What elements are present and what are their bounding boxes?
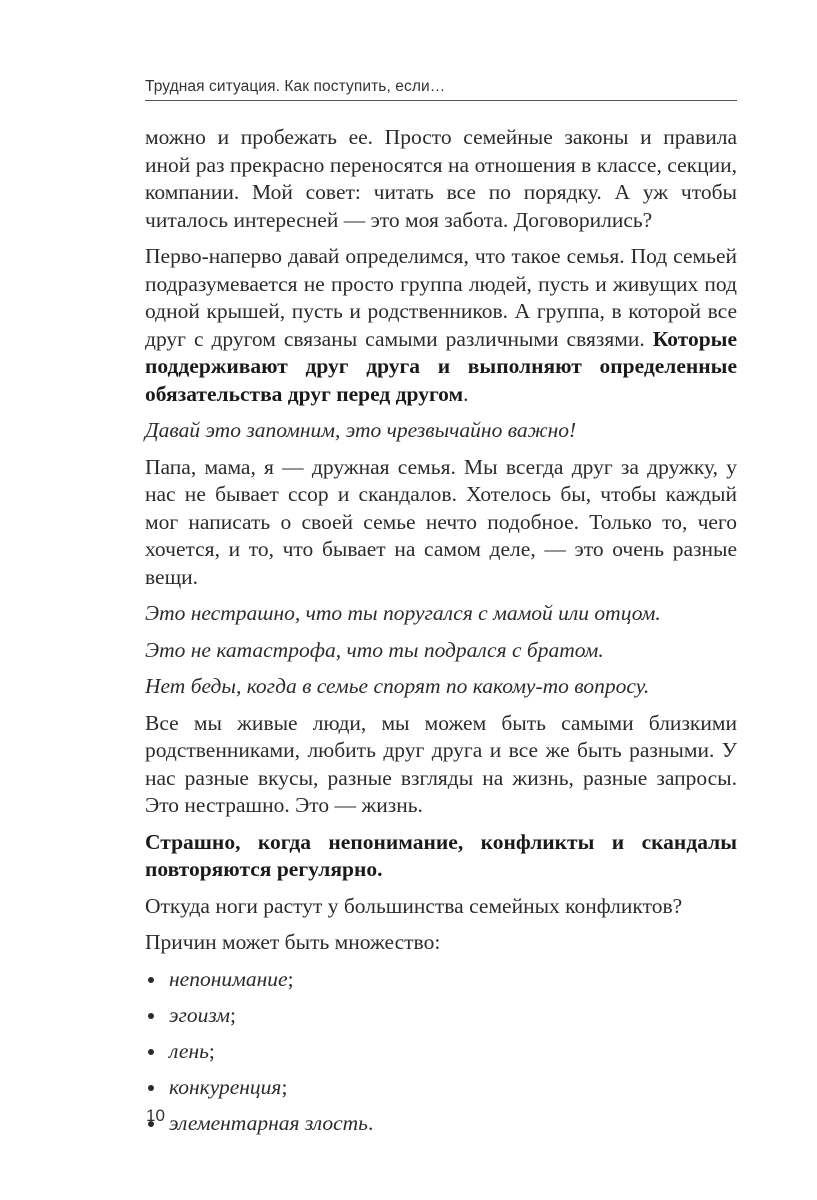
list-item-text: конкуренция <box>169 1074 282 1099</box>
paragraph-text: . <box>463 381 469 406</box>
bold-statement <box>145 829 737 884</box>
bullet-icon <box>148 1013 154 1019</box>
list-item-text: эгоизм <box>169 1002 230 1027</box>
paragraph-text: Перво-наперво давай определимся, что такое семья. Под семьей подразумевается не просто группа людей, пусть и живущих под одной крышей, пусть и родственников. А группа, в которой все друг с другом связаны самыми различными связями. <box>145 244 737 351</box>
causes-list <box>145 966 737 1138</box>
running-head-title: Трудная ситуация. Как поступить, если… <box>145 78 446 95</box>
paragraph: Откуда ноги растут у большинства семейных конфликтов? <box>145 893 683 918</box>
running-head <box>145 78 737 101</box>
list-item-punct: ; <box>287 966 294 991</box>
bullet-icon <box>148 1085 154 1091</box>
list-item-text: элементарная злость <box>169 1110 368 1135</box>
italic-remark: Это нестрашно, что ты поругался с мамой или отцом. <box>145 601 661 625</box>
paragraph: можно и пробежать ее. Просто семейные законы и правила иной раз прекрасно переносятся на отношения в классе, секции, компании. Мой совет: читать все по порядку. А уж чтобы читалось интересней — это моя забота. Договорились? <box>145 125 737 232</box>
italic-remark: Давай это запомним, это чрезвычайно важно! <box>145 418 577 442</box>
list-item <box>145 966 737 994</box>
emphasis-bold: Страшно, когда непонимание, конфликты и скандалы повторяются регулярно. <box>145 829 737 881</box>
list-item <box>145 1074 737 1102</box>
italic-remark: Нет беды, когда в семье спорят по какому-то вопросу. <box>145 674 650 698</box>
paragraph: Все мы живые люди, мы можем быть самыми близкими родственниками, любить друг друга и все же быть разными. У нас разные вкусы, разные взгляды на жизнь, разные запросы. Это нестрашно. Это — жизнь. <box>145 710 737 817</box>
list-item <box>145 1002 737 1030</box>
emphasis-bold: Которые поддерживают друг друга и выполняют определенные обязательства друг перед другом <box>145 326 737 406</box>
bullet-icon <box>148 1049 154 1055</box>
list-item <box>145 1038 737 1066</box>
paragraph: Причин может быть множество: <box>145 930 441 954</box>
list-item-text: непонимание <box>169 966 288 991</box>
page-number: 10 <box>146 1106 165 1125</box>
italic-remark: Это не катастрофа, что ты подрался с братом. <box>145 637 604 662</box>
list-item-punct: . <box>367 1110 374 1135</box>
list-item-punct: ; <box>229 1002 236 1027</box>
list-item-text: лень <box>169 1038 209 1063</box>
list-item-punct: ; <box>281 1074 288 1099</box>
list-item-punct: ; <box>208 1038 215 1063</box>
list-item <box>145 1110 737 1138</box>
paragraph: Папа, мама, я — дружная семья. Мы всегда друг за дружку, у нас не бывает ссор и скандалов. Хотелось бы, чтобы каждый мог написать о своей семье нечто подобное. Только то, чего хочется, и то, что бывает на самом деле, — это очень разные вещи. <box>145 454 737 589</box>
paragraph-family-definition <box>145 243 737 408</box>
bullet-icon <box>148 977 154 983</box>
page-body <box>145 124 737 1146</box>
